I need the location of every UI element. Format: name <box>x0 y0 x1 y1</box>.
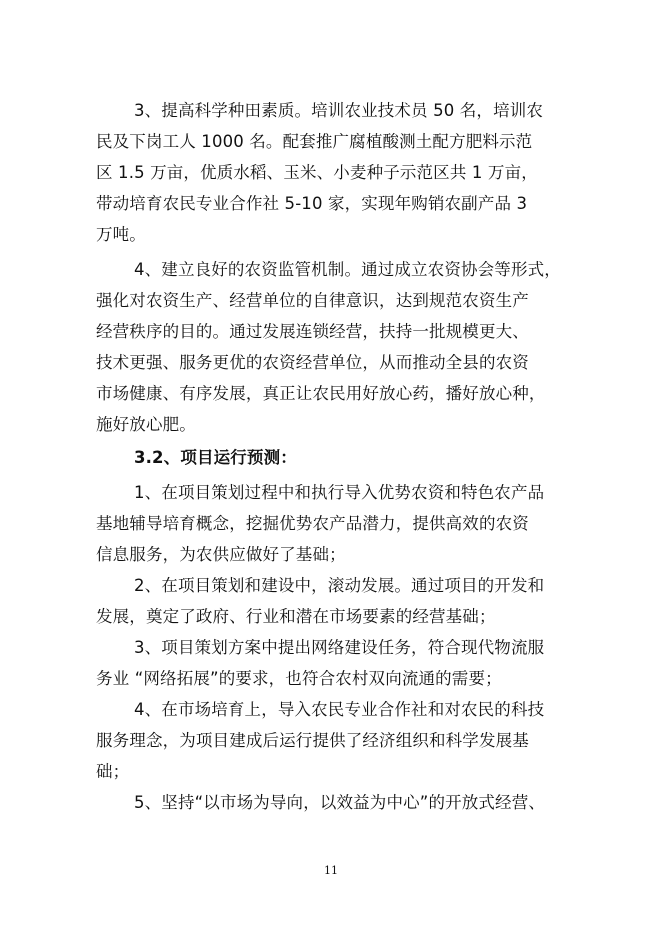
forecast-item-2-line-1: 2、在项目策划和建设中，滚动发展。通过项目的开发和 <box>134 576 545 595</box>
forecast-item-1-line-2: 基地辅导培育概念，挖掘优势农产品潜力，提供高效的农资 <box>96 514 529 533</box>
forecast-item-1-line-3: 信息服务，为农供应做好了基础； <box>96 545 346 564</box>
forecast-item-4-line-1: 4、在市场培育上，导入农民专业合作社和对农民的科技 <box>134 700 545 719</box>
paragraph-3-line-3: 区 1.5 万亩，优质水稻、玉米、小麦种子示范区共 1 万亩， <box>96 163 538 182</box>
page-number: 11 <box>324 864 338 877</box>
paragraph-4-line-1: 4、建立良好的农资监管机制。通过成立农资协会等形式， <box>134 260 561 279</box>
forecast-item-2-line-2: 发展，奠定了政府、行业和潜在市场要素的经营基础； <box>96 607 496 626</box>
paragraph-3-line-2: 民及下岗工人 1000 名。配套推广腐植酸测土配方肥料示范 <box>96 132 533 151</box>
forecast-item-3-line-2: 务业 “网络拓展”的要求，也符合农村双向流通的需要； <box>96 669 502 688</box>
paragraph-4-line-6: 施好放心肥。 <box>96 415 196 434</box>
paragraph-3-line-5: 万吨。 <box>96 225 146 244</box>
forecast-item-4-line-2: 服务理念，为项目建成后运行提供了经济组织和科学发展基 <box>96 731 529 750</box>
paragraph-4-line-3: 经营秩序的目的。通过发展连锁经营，扶持一批规模更大、 <box>96 322 529 341</box>
paragraph-4-line-2: 强化对农资生产、经营单位的自律意识，达到规范农资生产 <box>96 291 529 310</box>
section-heading: 3.2、项目运行预测： <box>134 448 297 467</box>
paragraph-4-line-5: 市场健康、有序发展，真正让农民用好放心药，播好放心种， <box>96 384 546 403</box>
paragraph-3-line-1: 3、提高科学种田素质。培训农业技术员 50 名，培训农 <box>134 101 544 120</box>
forecast-item-4-line-3: 础； <box>96 762 130 781</box>
forecast-item-5-line-1: 5、坚持“以市场为导向，以效益为中心”的开放式经营、 <box>134 793 545 812</box>
paragraph-4-line-4: 技术更强、服务更优的农资经营单位，从而推动全县的农资 <box>96 353 529 372</box>
forecast-item-3-line-1: 3、项目策划方案中提出网络建设任务，符合现代物流服 <box>134 638 545 657</box>
paragraph-3-line-4: 带动培育农民专业合作社 5-10 家，实现年购销农副产品 3 <box>96 194 528 213</box>
forecast-item-1-line-1: 1、在项目策划过程中和执行导入优势农资和特色农产品 <box>134 483 545 502</box>
